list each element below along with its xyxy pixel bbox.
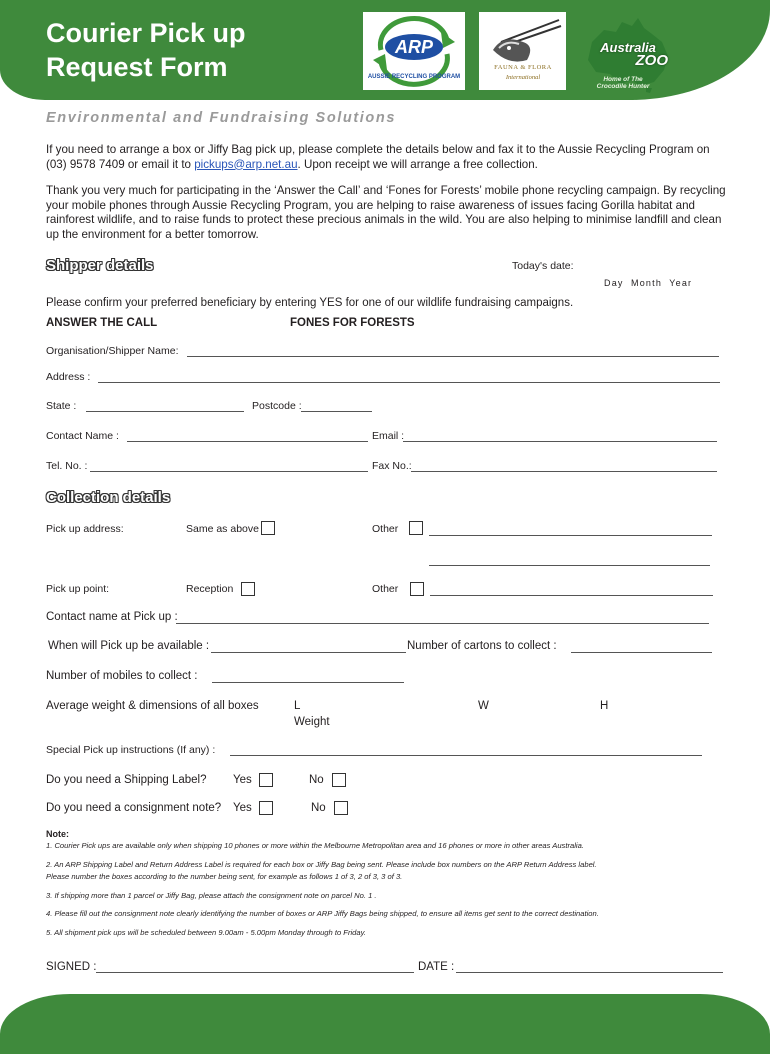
same-as-above-checkbox[interactable] bbox=[261, 521, 275, 535]
contact-name-label: Contact Name : bbox=[46, 430, 119, 442]
consignment-yes-checkbox[interactable] bbox=[259, 801, 273, 815]
height-label: H bbox=[600, 700, 609, 712]
zoo-tagline: Home of The Crocodile Hunter bbox=[596, 76, 650, 90]
pickup-point-label: Pick up point: bbox=[46, 583, 110, 595]
pickup-when-label: When will Pick up be available : bbox=[48, 640, 210, 652]
beneficiary-instruction: Please confirm your preferred beneficiary by entering YES for one of our wildlife fundraising campaigns. bbox=[46, 297, 574, 309]
note-1: 1. Courier Pick ups are available only when shipping 10 phones or more within the Melbourne Metropolitan area and 16 phones or more in other areas Australia. bbox=[46, 841, 584, 850]
consignment-no-checkbox[interactable] bbox=[334, 801, 348, 815]
pickup-address-label: Pick up address: bbox=[46, 523, 124, 535]
shipping-label-question: Do you need a Shipping Label? bbox=[46, 774, 207, 786]
other-address-field[interactable] bbox=[429, 535, 712, 536]
todays-date-label: Today's date: bbox=[512, 260, 574, 272]
shipping-yes-checkbox[interactable] bbox=[259, 773, 273, 787]
answer-the-call-option[interactable]: ANSWER THE CALL bbox=[46, 317, 158, 329]
date-label: DATE : bbox=[418, 961, 455, 973]
org-field[interactable] bbox=[187, 356, 719, 357]
pickup-contact-field[interactable] bbox=[176, 623, 709, 624]
other-address-field-2[interactable] bbox=[429, 565, 710, 566]
same-as-above-label: Same as above bbox=[186, 523, 259, 535]
postcode-field[interactable] bbox=[301, 411, 372, 412]
signature-field[interactable] bbox=[96, 972, 414, 973]
date-field[interactable] bbox=[456, 972, 723, 973]
fax-field[interactable] bbox=[411, 471, 717, 472]
pickup-contact-label: Contact name at Pick up : bbox=[46, 611, 178, 623]
weight-label: Weight bbox=[294, 716, 330, 728]
fones-for-forests-option[interactable]: FONES FOR FORESTS bbox=[290, 317, 415, 329]
note-2b: Please number the boxes according to the number being sent, for example as follows 1 of 3, 2 of 3, 3 of 3. bbox=[46, 872, 403, 881]
postcode-label: Postcode : bbox=[252, 400, 302, 412]
other-address-checkbox[interactable] bbox=[409, 521, 423, 535]
note-4: 4. Please fill out the consignment note clearly identifying the number of boxes or ARP Jiffy Bags being shipped, to ensure all items get sent to the correct destination. bbox=[46, 909, 599, 918]
pickup-when-field[interactable] bbox=[211, 652, 406, 653]
address-field[interactable] bbox=[98, 382, 720, 383]
special-instructions-label: Special Pick up instructions (If any) : bbox=[46, 744, 216, 756]
email-link[interactable]: pickups@arp.net.au bbox=[194, 157, 298, 171]
note-2a: 2. An ARP Shipping Label and Return Address Label is required for each box or Jiffy Bag being sent. Please include box numbers on the ARP Return Address label. bbox=[46, 860, 597, 869]
contact-name-field[interactable] bbox=[127, 441, 368, 442]
other-point-label: Other bbox=[372, 583, 399, 595]
email-field[interactable] bbox=[403, 441, 717, 442]
other-point-checkbox[interactable] bbox=[410, 582, 424, 596]
note-3: 3. If shipping more than 1 parcel or Jiffy Bag, please attach the consignment note on parcel No. 1 . bbox=[46, 891, 377, 900]
tagline: Environmental and Fundraising Solutions bbox=[46, 110, 396, 126]
reception-label: Reception bbox=[186, 583, 234, 595]
width-label: W bbox=[478, 700, 489, 712]
note-5: 5. All shipment pick ups will be scheduled between 9.00am - 5.00pm Monday through to Friday. bbox=[46, 928, 366, 937]
mobiles-label: Number of mobiles to collect : bbox=[46, 670, 198, 682]
length-label: L bbox=[294, 700, 301, 712]
intro-paragraph: If you need to arrange a box or Jiffy Bag pick up, please complete the details below and fax it to the Aussie Recycling Program on (03) 9578 7409 or email it to pickups@arp.net.au. Upon receipt we will arrange a free collection. bbox=[46, 143, 710, 171]
australia-zoo-logo: Australia ZOO Home of The Crocodile Hunter bbox=[582, 12, 674, 94]
fax-label: Fax No.: bbox=[372, 460, 412, 472]
shipping-yes-label: Yes bbox=[233, 774, 252, 786]
collection-details-heading: Collection details bbox=[46, 489, 171, 506]
shipping-no-checkbox[interactable] bbox=[332, 773, 346, 787]
other-address-label: Other bbox=[372, 523, 399, 535]
notes-title: Note: bbox=[46, 829, 69, 839]
cartons-label: Number of cartons to collect : bbox=[407, 640, 557, 652]
cartons-field[interactable] bbox=[571, 652, 712, 653]
consignment-yes-label: Yes bbox=[233, 802, 252, 814]
weight-dimensions-label: Average weight & dimensions of all boxes bbox=[46, 700, 259, 712]
email-label: Email : bbox=[372, 430, 405, 442]
reception-checkbox[interactable] bbox=[241, 582, 255, 596]
arp-logo: ARP AUSSIE RECYCLING PROGRAM bbox=[363, 12, 465, 90]
fauna-flora-logo: FAUNA & FLORA International bbox=[479, 12, 566, 90]
state-field[interactable] bbox=[86, 411, 244, 412]
special-instructions-field[interactable] bbox=[230, 755, 702, 756]
shipper-details-heading: Shipper details bbox=[46, 257, 154, 274]
shipping-no-label: No bbox=[309, 774, 324, 786]
signed-label: SIGNED : bbox=[46, 961, 97, 973]
address-label: Address : bbox=[46, 371, 91, 383]
consignment-no-label: No bbox=[311, 802, 326, 814]
mobiles-field[interactable] bbox=[212, 682, 404, 683]
other-point-field[interactable] bbox=[430, 595, 713, 596]
page-title: Courier Pick up Request Form bbox=[46, 18, 246, 82]
thanks-paragraph: Thank you very much for participating in the ‘Answer the Call’ and ‘Fones for Forests’ mobile phone recycling campaign. By recycling your mobile phones through Aussie Recycling Program, you are helping to raise awareness of issues facing Gorilla habitat and rainforest wildlife, and to raise funds to protect these precious animals in the wild. You are also helping to minimise landfill and clean up the environment for a better tomorrow. bbox=[46, 184, 726, 241]
consignment-question: Do you need a consignment note? bbox=[46, 802, 222, 814]
org-label: Organisation/Shipper Name: bbox=[46, 345, 179, 357]
tel-label: Tel. No. : bbox=[46, 460, 88, 472]
tel-field[interactable] bbox=[90, 471, 368, 472]
footer-band bbox=[0, 994, 770, 1054]
date-format-hint: Day Month Year bbox=[604, 278, 693, 288]
state-label: State : bbox=[46, 400, 77, 412]
